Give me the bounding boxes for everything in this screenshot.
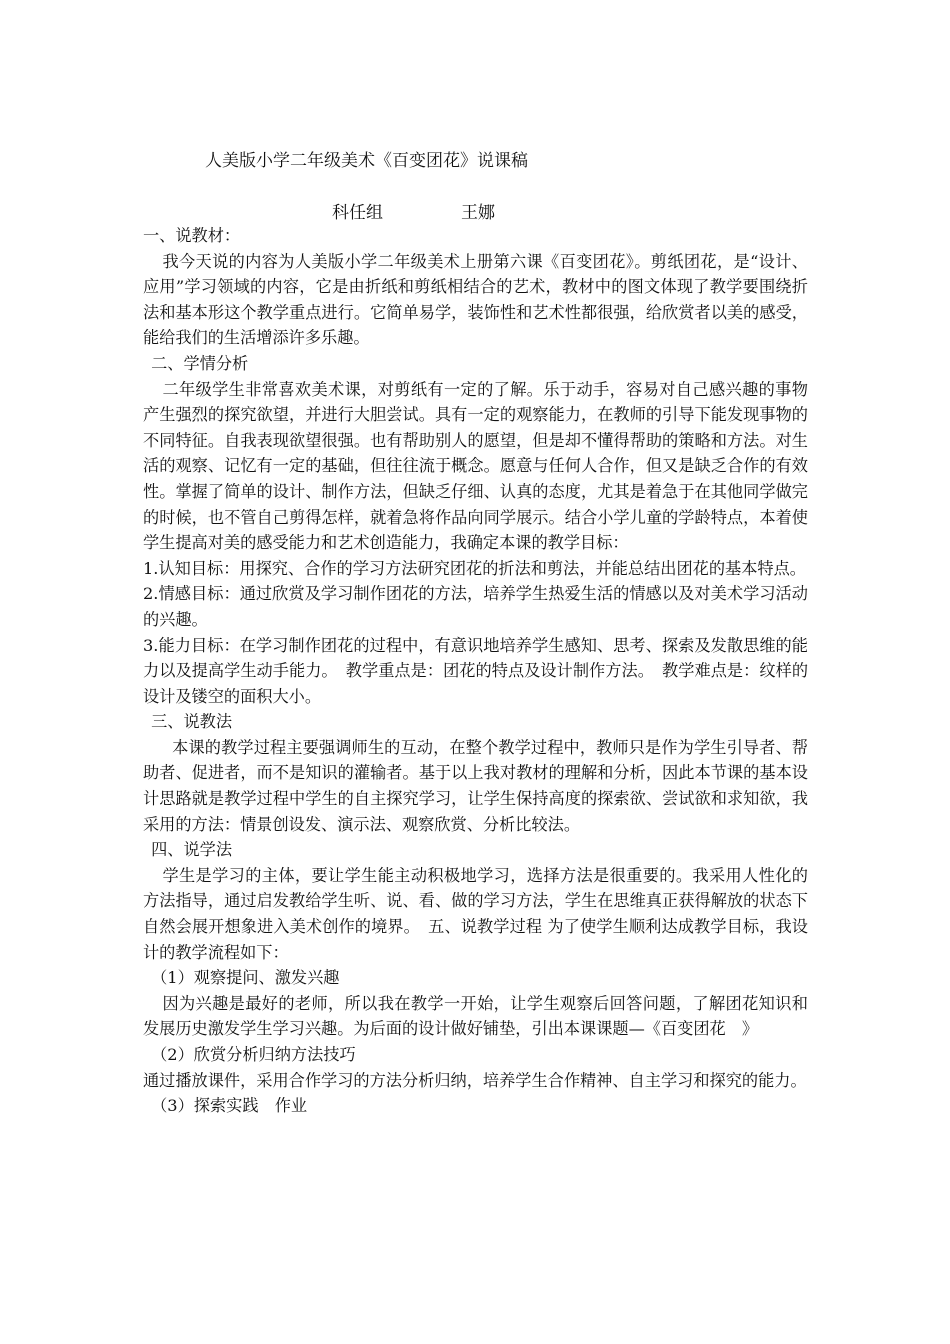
paragraph-learning-method: 学生是学习的主体，要让学生能主动积极地学习，选择方法是很重要的。我采用人性化的方法指导，通过启发教给学生听、说、看、做的学习方法，学生在思维真正获得解放的状态下自然会展开想象进入美术创作的境界。 五、说教学过程 为了使学生顺利达成教学目标，我设计的教学流程如下： (143, 865, 808, 962)
section-heading-learning-method: 四、说学法 (151, 840, 233, 860)
section-heading-teaching-method: 三、说教法 (151, 712, 233, 732)
author-name: 王娜 (461, 203, 495, 223)
section-heading-student-analysis: 二、学情分析 (151, 353, 249, 373)
step-heading-appreciate: （2）欣赏分析归纳方法技巧 (151, 1045, 356, 1064)
paragraph-student-analysis: 二年级学生非常喜欢美术课，对剪纸有一定的了解。乐于动手，容易对自己感兴趣的事物产生强烈的探究欲望，并进行大胆尝试。具有一定的观察能力，在教师的引导下能发现事物的不同特征。自我表现欲望很强。也有帮助别人的愿望，但是却不懂得帮助的策略和方法。对生活的观察、记忆有一定的基础，但往往流于概念。愿意与任何人合作，但又是缺乏合作的有效性。掌握了简单的设计、制作方法，但缺乏仔细、认真的态度，尤其是着急于在其他同学做完的时候，也不管自己剪得怎样，就着急将作品向同学展示。结合小学儿童的学龄特点，本着使学生提高对美的感受能力和艺术创造能力，我确定本课的教学目标： (143, 379, 808, 553)
author-group: 科任组 (332, 203, 383, 223)
paragraph-teaching-method: 本课的教学过程主要强调师生的互动，在整个教学过程中，教师只是作为学生引导者、帮助者、促进者，而不是知识的灌输者。基于以上我对教材的理解和分析，因此本节课的基本设计思路就是教学过程中学生的自主探究学习，让学生保持高度的探索欲、尝试欲和求知欲，我采用的方法：情景创设发、演示法、观察欣赏、分析比较法。 (143, 737, 808, 834)
paragraph-step-appreciate: 通过播放课件，采用合作学习的方法分析归纳，培养学生合作精神、自主学习和探究的能力。 (143, 1070, 807, 1090)
step-heading-practice: （3）探索实践 作业 (151, 1096, 308, 1116)
paragraph-textbook: 我今天说的内容为人美版小学二年级美术上册第六课《百变团花》。剪纸团花，是“设计、应用”学习领域的内容，它是由折纸和剪纸相结合的艺术，教材中的图文体现了教学要围绕折法和基本形这个教学重点进行。它简单易学，装饰性和艺术性都很强，给欣赏者以美的感受，能给我们的生活增添许多乐趣。 (143, 251, 808, 348)
section-heading-textbook: 一、说教材： (143, 226, 241, 245)
step-heading-observe: （1）观察提问、激发兴趣 (151, 968, 340, 988)
document-body (143, 223, 808, 1119)
document-title: 人美版小学二年级美术《百变团花》说课稿 (205, 151, 528, 171)
paragraph-step-observe: 因为兴趣是最好的老师，所以我在教学一开始，让学生观察后回答问题，了解团花知识和发展历史激发学生学习兴趣。为后面的设计做好铺垫，引出本课课题—《百变团花 》 (143, 993, 808, 1039)
paragraph-goal-ability: 3.能力目标：在学习制作团花的过程中，有意识地培养学生感知、思考、探索及发散思维的能力以及提高学生动手能力。 教学重点是：团花的特点及设计制作方法。 教学难点是：纹样的设计及镂空的面积大小。 (143, 635, 808, 706)
paragraph-goal-cognitive: 1.认知目标：用探究、合作的学习方法研究团花的折法和剪法，并能总结出团花的基本特点。 (143, 558, 806, 578)
paragraph-goal-emotional: 2.情感目标：通过欣赏及学习制作团花的方法，培养学生热爱生活的情感以及对美术学习活动的兴趣。 (143, 584, 808, 629)
